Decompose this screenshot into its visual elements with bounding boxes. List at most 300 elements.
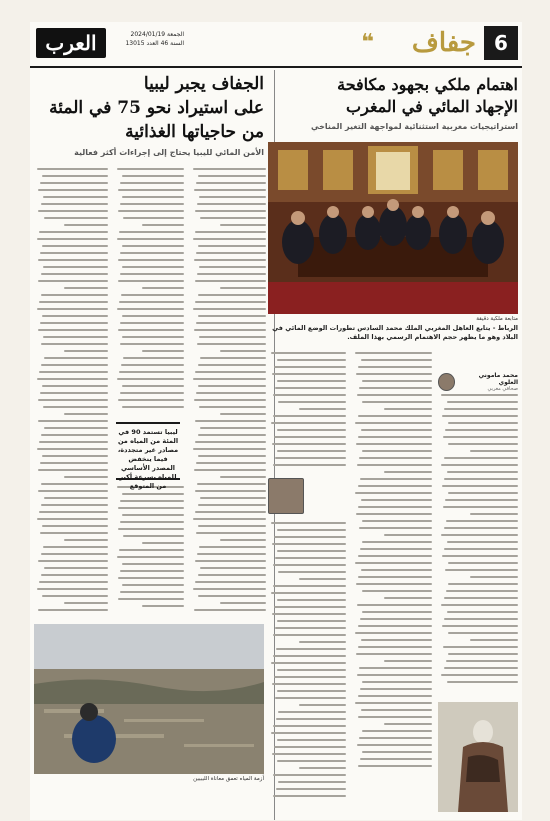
text-line [384,471,432,473]
quote-icon: ❝ [361,30,374,55]
text-line [117,378,184,380]
text-line [38,210,108,212]
author-role: صحافي مغربي [487,386,518,392]
text-line [448,562,518,564]
text-line [278,711,346,713]
text-line [273,725,346,727]
text-line [64,413,108,415]
text-line [117,238,184,240]
text-line [195,231,266,233]
text-line [220,224,266,226]
text-line [123,357,184,359]
text-line [271,732,346,734]
text-line [38,609,108,611]
text-line [358,366,432,368]
text-line [275,457,346,459]
text-line [118,329,185,331]
text-line [447,541,518,543]
text-line [441,464,518,466]
text-line [198,245,266,247]
text-line [118,528,184,530]
text-line [120,500,184,502]
text-line [277,380,346,382]
text-line [118,259,185,261]
text-line [39,231,108,233]
text-line [356,513,432,515]
text-line [195,210,266,212]
text-line [121,294,184,296]
text-line [361,569,432,571]
text-line [299,704,346,706]
text-line [278,781,346,783]
text-line [273,564,346,566]
text-line [274,606,346,608]
pull-quote: ليبيا تستمد 90 في المئة من المياه من مصادر غير متجددة، فيما ينخفض المصدر الأساسي للمياه بسرعة أكبر من المتوقع [116,422,180,480]
text-line [199,406,266,408]
text-line [118,577,185,579]
text-line [273,585,346,587]
meeting-photo-svg [268,142,518,314]
text-line [360,548,432,550]
text-line [120,343,184,345]
text-line [442,625,518,627]
text-line [142,287,184,289]
author-byline [438,372,518,392]
text-line [193,588,266,590]
text-line [361,639,432,641]
text-line [39,441,108,443]
text-line [362,590,432,592]
text-line [199,196,266,198]
text-line [37,518,108,520]
text-line [271,592,346,594]
text-line [277,690,346,692]
text-line [384,723,432,725]
text-column [114,486,184,616]
text-line [195,581,266,583]
headline-line: على استيراد نحو 75 في المئة [49,98,264,118]
text-line [358,555,432,557]
text-line [43,546,108,548]
text-line [357,744,432,746]
text-line [362,751,432,753]
text-line [196,182,266,184]
text-line [120,273,184,275]
text-line [120,570,184,572]
text-line [448,492,518,494]
headline-line: من حاجياتها الغذائية [125,122,264,142]
text-line [446,590,518,592]
text-line [448,583,518,585]
text-line [120,203,184,205]
text-line [444,478,518,480]
text-line [64,350,108,352]
issue-number: السنة 46 العدد 13015 [125,40,184,47]
main-headline [268,74,518,118]
text-line [37,448,108,450]
text-line [37,378,108,380]
text-line [117,168,184,170]
text-line [441,674,518,676]
text-line [220,287,266,289]
text-line [197,483,266,485]
text-line [198,525,266,527]
text-line [358,695,432,697]
text-line [273,415,346,417]
text-line [299,641,346,643]
text-line [271,352,346,354]
text-line [39,371,108,373]
text-line [442,485,518,487]
text-line [277,760,346,762]
text-line [193,168,266,170]
text-line [360,688,432,690]
text-line [271,422,346,424]
text-line [357,394,432,396]
text-line [64,539,108,541]
side-subtitle: الأمن المائي لليبيا يحتاج إلى إجراءات أكثر فعالية [74,148,264,157]
text-line [445,499,518,501]
text-column [268,522,346,802]
text-line [384,597,432,599]
text-line [195,511,266,513]
text-line [220,476,266,478]
text-line [38,329,108,331]
text-line [278,571,346,573]
text-line [448,632,518,634]
author-photo [268,478,304,514]
text-line [41,203,108,205]
text-line [40,392,108,394]
text-line [274,536,346,538]
text-line [470,513,518,515]
text-line [41,273,108,275]
text-column [268,352,346,472]
text-line [277,599,346,601]
text-line [446,520,518,522]
text-line [64,224,108,226]
text-line [447,681,518,683]
text-line [42,315,108,317]
text-line [118,598,184,600]
text-line [356,443,432,445]
text-line [277,739,346,741]
text-line [198,455,266,457]
issue-date: الجمعة 2024/01/19 [130,31,184,38]
text-line [44,427,108,429]
text-line [142,224,184,226]
text-line [122,406,184,408]
photo-caption: متابعة ملكية دقيقة [476,316,518,322]
text-line [355,492,432,494]
text-line [362,611,432,613]
text-line [122,266,184,268]
text-line [273,634,346,636]
text-line [120,392,184,394]
text-line [38,560,108,562]
text-line [447,471,518,473]
text-line [119,231,184,233]
text-line [200,217,266,219]
text-line [200,497,266,499]
text-line [273,394,346,396]
text-line [195,371,266,373]
meeting-photo [268,142,518,314]
text-line [200,567,266,569]
text-line [197,343,266,345]
text-line [195,301,266,303]
text-line [198,574,266,576]
text-line [117,556,184,558]
text-line [220,602,266,604]
text-line [41,364,108,366]
text-line [443,506,518,508]
text-line [195,420,266,422]
text-line [117,308,184,310]
text-line [359,457,432,459]
section-title: جفاف [411,28,476,58]
text-line [361,709,432,711]
text-line [220,413,266,415]
text-line [120,252,184,254]
page-number: 6 [484,26,518,60]
text-line [44,567,108,569]
text-line [299,578,346,580]
text-line [358,485,432,487]
text-line [448,653,518,655]
text-line [194,329,266,331]
text-line [43,196,108,198]
text-line [441,534,518,536]
text-line [360,758,432,760]
text-line [119,371,184,373]
text-line [193,308,266,310]
text-line [142,605,184,607]
text-line [44,217,108,219]
text-line [194,469,266,471]
text-line [359,667,432,669]
text-line [220,350,266,352]
text-line [360,478,432,480]
text-line [37,238,108,240]
text-line [441,394,518,396]
text-line [470,450,518,452]
text-line [42,245,108,247]
text-line [275,387,346,389]
text-column [34,168,108,618]
text-line [40,182,108,184]
text-line [362,541,432,543]
text-line [442,415,518,417]
text-line [38,490,108,492]
text-line [120,322,184,324]
text-line [277,550,346,552]
text-line [120,182,184,184]
text-line [362,450,432,452]
text-line [197,553,266,555]
text-line [273,464,346,466]
text-line [384,534,432,536]
text-line [444,457,518,459]
text-line [384,660,432,662]
text-line [43,336,108,338]
text-line [448,422,518,424]
text-line [38,399,108,401]
text-line [197,203,266,205]
text-line [38,420,108,422]
text-line [361,499,432,501]
text-line [42,595,108,597]
text-line [198,175,266,177]
text-line [355,422,432,424]
text-line [41,483,108,485]
text-line [118,399,185,401]
text-line [41,553,108,555]
text-line [42,455,108,457]
text-line [37,168,108,170]
text-line [123,217,184,219]
text-line [64,287,108,289]
text-line [193,238,266,240]
text-line [272,683,346,685]
text-line [122,336,184,338]
newspaper-page [30,22,522,820]
text-line [122,175,184,177]
text-line [39,581,108,583]
text-line [64,476,108,478]
text-line [444,618,518,620]
text-line [277,529,346,531]
text-line [41,343,108,345]
text-line [361,429,432,431]
text-line [272,543,346,545]
text-line [38,259,108,261]
text-line [384,408,432,410]
text-line [120,521,184,523]
dry-land-photo-svg [34,624,264,774]
text-line [277,429,346,431]
water-photo-svg [438,702,518,812]
text-line [362,730,432,732]
main-subtitle: استراتيجيات مغربية استثنائية لمواجهة التغير المناخي [311,122,518,131]
text-line [356,653,432,655]
text-line [441,604,518,606]
text-line [196,532,266,534]
text-line [443,646,518,648]
text-line [299,408,346,410]
text-line [122,245,184,247]
text-line [195,560,266,562]
text-line [277,620,346,622]
text-line [444,667,518,669]
text-line [448,443,518,445]
text-line [446,660,518,662]
text-line [197,273,266,275]
text-line [273,795,346,797]
text-line [196,252,266,254]
text-line [119,549,184,551]
text-line [356,373,432,375]
text-line [200,427,266,429]
text-line [358,625,432,627]
text-column [438,394,518,694]
text-line [44,497,108,499]
text-line [122,584,184,586]
text-line [362,681,432,683]
text-line [358,415,432,417]
text-line [277,669,346,671]
text-line [193,378,266,380]
text-line [120,591,184,593]
text-line [198,595,266,597]
text-line [38,280,108,282]
text-line [37,308,108,310]
text-line [359,737,432,739]
text-line [64,602,108,604]
text-line [358,716,432,718]
text-line [444,548,518,550]
text-line [277,359,346,361]
text-line [122,315,184,317]
text-line [359,527,432,529]
text-line [447,611,518,613]
author-name: محمد ماموني العلوي [478,372,518,386]
text-line [355,352,432,354]
text-line [40,532,108,534]
text-line [38,469,108,471]
text-line [122,196,184,198]
text-line [194,609,266,611]
text-line [272,373,346,375]
text-line [355,562,432,564]
text-line [195,441,266,443]
text-line [357,464,432,466]
text-line [39,511,108,513]
text-line [278,401,346,403]
headline-line: الجفاف يجبر ليبيا [143,74,264,94]
text-line [220,539,266,541]
text-line [195,490,266,492]
text-line [41,504,108,506]
text-line [274,366,346,368]
text-line [357,604,432,606]
text-line [276,718,346,720]
text-line [470,576,518,578]
text-line [200,357,266,359]
headline-line: الإجهاد المائي في المغرب [346,97,518,116]
text-line [119,301,184,303]
text-line [43,406,108,408]
side-headline [34,72,264,144]
text-line [122,493,184,495]
text-line [198,385,266,387]
text-line [40,322,108,324]
text-line [355,702,432,704]
text-line [193,448,266,450]
text-line [142,350,184,352]
text-line [271,522,346,524]
text-line [447,401,518,403]
masthead [30,22,522,68]
text-line [362,401,432,403]
text-line [37,588,108,590]
text-line [355,632,432,634]
text-line [199,336,266,338]
text-line [196,462,266,464]
text-line [359,387,432,389]
text-line [118,210,184,212]
text-line [195,280,266,282]
